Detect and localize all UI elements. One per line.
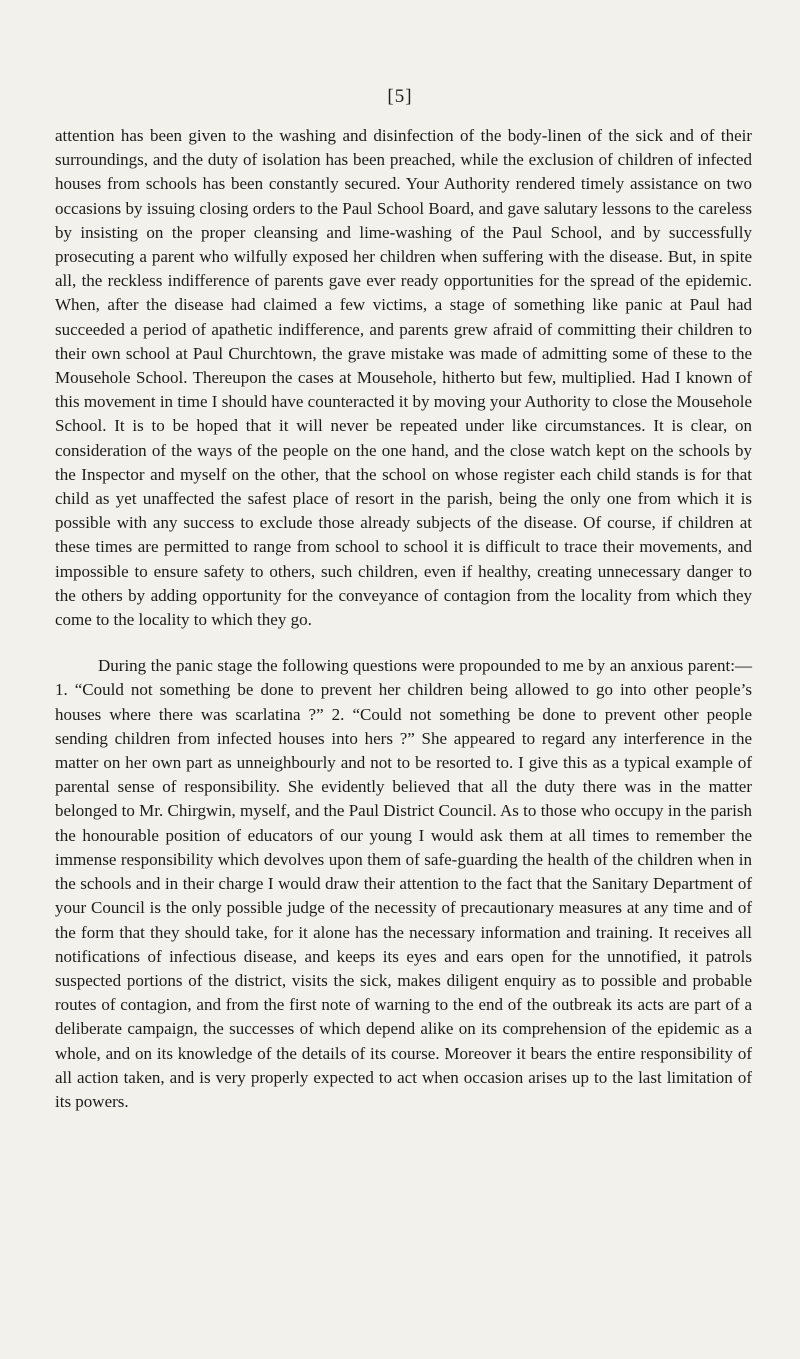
paragraph-1: attention has been given to the washing and disinfection of the body-linen of the sick and of their surroundings, and the duty of isolation has been preached, while the exclusion of children of infected houses from schools has been constantly secured. Your Authority rendered timely assistance on two occasions by issuing closing orders to the Paul School Board, and gave salutary lessons to the careless by insisting on the proper cleansing and lime-washing of the Paul School, and by successfully prosecuting a parent who wilfully exposed her children when suffering with the disease. But, in spite all, the reckless indifference of parents gave ever ready opportunities for the spread of the epidemic. When, after the disease had claimed a few victims, a stage of something like panic at Paul had succeeded a period of apathetic indifference, and parents grew afraid of committing their children to their own school at Paul Churchtown, the grave mistake was made of admitting some of these to the Mousehole School. Thereupon the cases at Mousehole, hitherto but few, multiplied. Had I known of this movement in time I should have counteracted it by moving your Authority to close the Mousehole School. It is to be hoped that it will never be repeated under like circumstances. It is clear, on consideration of the ways of the people on the one hand, and the close watch kept on the schools by the Inspector and myself on the other, that the school on whose register each child stands is for that child as yet unaffected the safest place of resort in the parish, being the only one from which it is possible with any success to exclude those already subjects of the disease. Of course, if children at these times are permitted to range from school to school it is difficult to trace their movements, and impossible to ensure safety to others, such children, even if healthy, creating unnecessary danger to the others by adding opportunity for the conveyance of contagion from the locality from which they come to the locality to which they go. xyxy=(55,126,752,630)
paragraph-2: During the panic stage the following questions were propounded to me by an anxious parent:—1. “Could not something be done to prevent her children being allowed to go into other people’s houses where there was scarlatina ?” 2. “Could not something be done to prevent other people sending children from infected houses into hers ?” She appeared to regard any interference in the matter on her own part as unneighbourly and not to be resorted to. I give this as a typical example of parental sense of responsibility. She evidently believed that all the duty there was in the matter belonged to Mr. Chirgwin, myself, and the Paul District Council. As to those who occupy in the parish the honourable position of educators of our young I would ask them at all times to remember the immense responsibility which devolves upon them of safe-guarding the health of the children when in the schools and in their charge I would draw their attention to the fact that the Sanitary Department of your Council is the only possible judge of the necessity of precautionary measures at any time and of the form that they should take, for it alone has the necessary information and training. It receives all notifications of infectious disease, and keeps its eyes and ears open for the unnotified, it patrols suspected portions of the district, visits the sick, makes diligent enquiry as to possible and probable routes of contagion, and from the first note of warning to the end of the outbreak its acts are part of a deliberate campaign, the successes of which depend alike on its comprehension of the epidemic as a whole, and on its knowledge of the details of its course. Moreover it bears the entire responsibility of all action taken, and is very properly expected to act when occasion arises up to the last limitation of its powers. xyxy=(55,656,752,1111)
body-text xyxy=(55,124,752,1114)
page-number: [5] xyxy=(387,86,413,107)
